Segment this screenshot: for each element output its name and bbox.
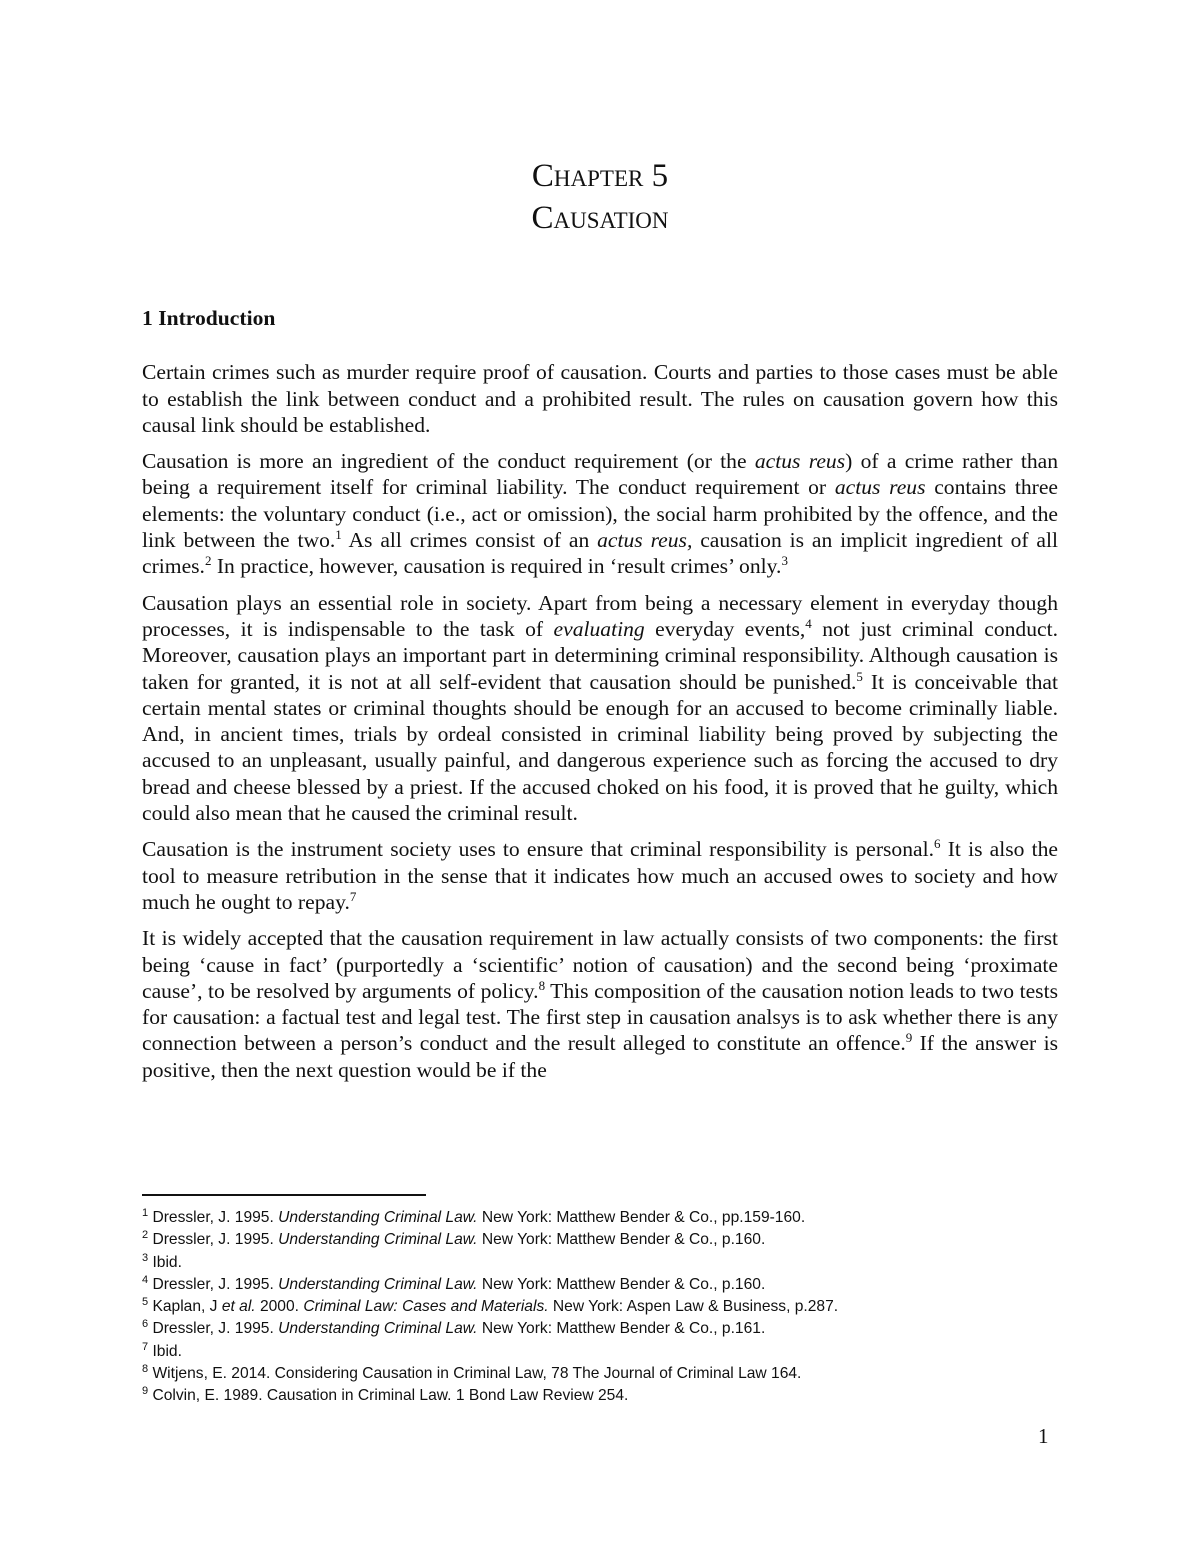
footnote-1 [142,1207,1058,1229]
text-run: This composition of the causation notion leads to two tests for causation: a factual test and legal test. The first step in causation analsys is to ask whether there is any connection between a person’s conduct and the result alleged to constitute an offence. [142,978,1058,1056]
footnote-divider [142,1194,426,1196]
paragraph-4 [142,836,1058,915]
footnote-ref-3[interactable]: 3 [781,553,788,569]
footnote-ref-2[interactable]: 2 [204,553,212,569]
footnote-text: Witjens, E. 2014. Considering Causation in Criminal Law, 78 The Journal of Criminal Law 164. [148,1365,802,1383]
italic-term: actus reus [834,475,926,500]
footnote-ref-7[interactable]: 7 [349,888,357,904]
footnote-number: 2 [142,1229,149,1242]
footnote-title: Understanding Criminal Law. [278,1320,478,1338]
footnote-text: New York: Matthew Bender & Co., pp.159-160. [477,1209,806,1226]
text-run: It is widely accepted that the causation requirement in law actually consists of two components: the first being ‘cause in fact’ (purportedly a ‘scientific’ notion of causation) and the second being ‘proximate cause’, to be resolved by arguments of policy. [142,926,1058,1003]
footnote-4 [142,1274,1058,1296]
text-run: Causation plays an essential role in society. Apart from being a necessary element in everyday though processes, it is indispensable to the task of [142,590,1058,641]
chapter-title: Causation [531,200,669,236]
footnote-ref-9[interactable]: 9 [905,1030,913,1046]
page-number: 1 [1038,1424,1049,1448]
text-run: causation is an implicit ingredient of all crimes. [142,528,1059,579]
footnote-text: New York: Matthew Bender & Co., p.160. [477,1275,766,1293]
footnote-number: 6 [142,1318,149,1331]
footnote-title: Understanding Criminal Law. [278,1275,478,1293]
footnote-3 [142,1252,1058,1274]
section-heading: 1 Introduction [142,306,276,330]
text-run: If the answer is positive, then the next question would be if the [142,1031,1058,1082]
paragraph-2 [142,448,1058,579]
footnote-text: New York: Matthew Bender & Co., p.161. [477,1320,766,1338]
footnote-text: New York: Matthew Bender & Co., p.160. [477,1231,766,1249]
footnote-number: 8 [142,1362,149,1375]
text-run: not just criminal conduct. Moreover, causation plays an important part in determining criminal responsibility. Although causation is taken for granted, it is not at all self-evident that causation should be punished. [142,616,1059,694]
footnote-text: Dressler, J. 1995. [148,1231,279,1249]
footnote-7 [142,1341,1058,1363]
paragraph-3 [142,590,1058,827]
footnote-6 [142,1318,1058,1340]
footnote-5 [142,1296,1058,1318]
footnote-text: Kaplan, J [148,1298,222,1316]
footnotes-list [142,1207,1058,1408]
paragraph-5 [142,925,1058,1083]
paragraph-1: Certain crimes such as murder require proof of causation. Courts and parties to those cases must be able to establish the link between conduct and a prohibited result. The rules on causation govern how this causal link should be established. [142,360,1058,437]
text-run: Causation is more an ingredient of the conduct requirement (or the [142,449,755,474]
text-run: It is conceivable that certain mental states or criminal thoughts should be enough for an accused to become criminally liable. And, in ancient times, trials by ordeal consisted in criminal liability being proved by subjecting the accused to an unpleasant, usually painful, and dangerous experience such as forcing the accused to dry bread and cheese blessed by a priest. If the accused choked on his food, it is proved that he guilty, which could also mean that he caused the criminal result. [142,669,1058,826]
footnote-2 [142,1229,1058,1251]
footnote-number: 9 [142,1385,149,1398]
footnote-text: 2000. [255,1298,304,1316]
text-run: everyday events, [644,616,806,641]
chapter-number: Chapter 5 [531,158,669,194]
footnote-title: Understanding Criminal Law. [278,1209,478,1226]
text-run: As all crimes consist of an [341,528,598,553]
chapter-title-block [0,155,1200,239]
footnote-ref-4[interactable]: 4 [805,615,812,631]
footnote-number: 7 [142,1340,149,1353]
footnote-text: Ibid. [148,1253,182,1271]
body-text [142,305,1058,1093]
italic-term: actus reus [754,449,846,474]
footnote-9 [142,1385,1058,1407]
footnote-ref-6[interactable]: 6 [934,836,941,852]
footnote-title: et al. [221,1298,256,1316]
italic-term: actus reus, [597,528,693,553]
text-run: Causation is the instrument society uses to ensure that criminal responsibility is personal. [142,837,935,862]
footnote-text: Dressler, J. 1995. [148,1209,279,1226]
footnote-title: Criminal Law: Cases and Materials. [303,1298,549,1316]
footnote-text: New York: Aspen Law & Business, p.287. [548,1298,839,1316]
footnote-title: Understanding Criminal Law. [278,1231,478,1249]
text-run: In practice, however, causation is required in ‘result crimes’ only. [211,554,782,579]
footnote-ref-5[interactable]: 5 [856,668,863,684]
footnote-text: Ibid. [148,1342,182,1360]
text-run: It is also the tool to measure retribution in the sense that it indicates how much an accused owes to society and how much he ought to repay. [142,837,1058,914]
footnote-ref-1[interactable]: 1 [335,526,342,542]
footnote-number: 4 [142,1273,149,1286]
footnote-text: Dressler, J. 1995. [148,1320,279,1338]
footnote-ref-8[interactable]: 8 [538,977,546,993]
text-run: contains three elements: the voluntary conduct (i.e., act or omission), the social harm prohibited by the offence, and the link between the two. [142,475,1059,553]
footnote-number: 5 [142,1296,149,1308]
italic-term: evaluating [553,616,645,641]
footnote-8 [142,1363,1058,1385]
footnote-number: 1 [142,1206,149,1219]
footnote-text: Dressler, J. 1995. [148,1275,279,1293]
footnote-text: Colvin, E. 1989. Causation in Criminal Law. 1 Bond Law Review 254. [148,1387,629,1405]
text-run: ) of a crime rather than being a requirement itself for criminal liability. The conduct requirement or [142,449,1058,500]
footnote-number: 3 [142,1251,149,1264]
